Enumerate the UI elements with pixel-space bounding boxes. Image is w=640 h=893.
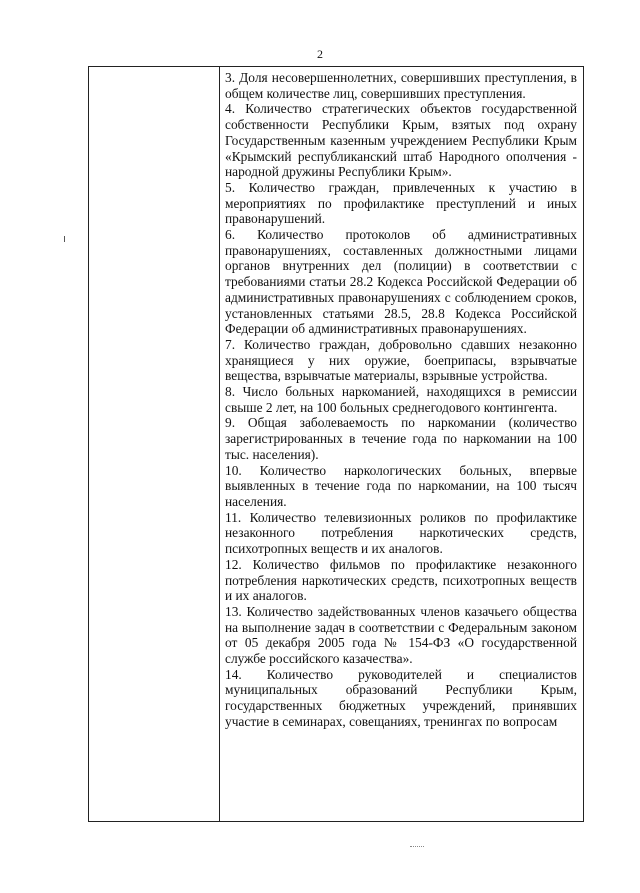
indicator-item: 12. Количество фильмов по профилактике незаконного потребления наркотических средств, психотропных веществ и их аналогов. (225, 556, 577, 604)
indicator-item: 10. Количество наркологических больных, впервые выявленных в течение года по наркомании, на 100 тысяч населения. (225, 462, 577, 509)
indicator-item: 11. Количество телевизионных роликов по профилактике незаконного потребления наркотических средств, психотропных веществ и их аналогов. (225, 509, 577, 557)
indicator-item: 5. Количество граждан, привлеченных к участию в мероприятиях по профилактике преступлений и иных правонарушений. (225, 179, 577, 227)
indicator-item: 3. Доля несовершеннолетних, совершивших преступления, в общем количестве лиц, совершивших преступления. (225, 70, 577, 101)
indicators-table (88, 66, 584, 822)
indicator-item: 14. Количество руководителей и специалистов муниципальных образований Республики Крым, государственных бюджетных учреждений, принявших участие в семинарах, совещаниях, тренингах по вопросам (225, 666, 577, 729)
indicator-item: 4. Количество стратегических объектов государственной собственности Республики Крым, взятых под охрану Государственным казенным учреждением Республики Крым «Крымский республиканский штаб Народного ополчения - народной дружины Республики Крым». (225, 101, 577, 180)
indicator-item: 13. Количество задействованных членов казачьего общества на выполнение задач в соответствии с Федеральным законом от 05 декабря 2005 года № 154-ФЗ «О государственной службе российского казачества». (225, 603, 577, 667)
scan-artifact-mark (64, 236, 65, 242)
indicator-item: 9. Общая заболеваемость по наркомании (количество зарегистрированных в течение года по наркомании на 100 тыс. населения). (225, 415, 577, 462)
page-number: 2 (317, 47, 323, 61)
indicator-item: 7. Количество граждан, добровольно сдавших незаконно хранящиеся у них оружие, боеприпасы, взрывчатые вещества, взрывчатые материалы, взрывные устройства. (225, 336, 577, 384)
indicator-item: 8. Число больных наркоманией, находящихся в ремиссии свыше 2 лет, на 100 больных среднегодового контингента. (225, 384, 577, 415)
table-left-column (89, 67, 220, 821)
scan-artifact-dots (410, 846, 424, 848)
indicator-item: 6. Количество протоколов об административных правонарушениях, составленных должностными лицами органов внутренних дел (полиции) в соответствии с требованиями статьи 28.2 Кодекса Российской Федерации об административных правонарушениях с соблюдением сроков, установленных статьями 28.5, 28.8 Кодекса Российской Федерации об административных правонарушениях. (225, 227, 577, 337)
table-right-column (220, 67, 583, 821)
